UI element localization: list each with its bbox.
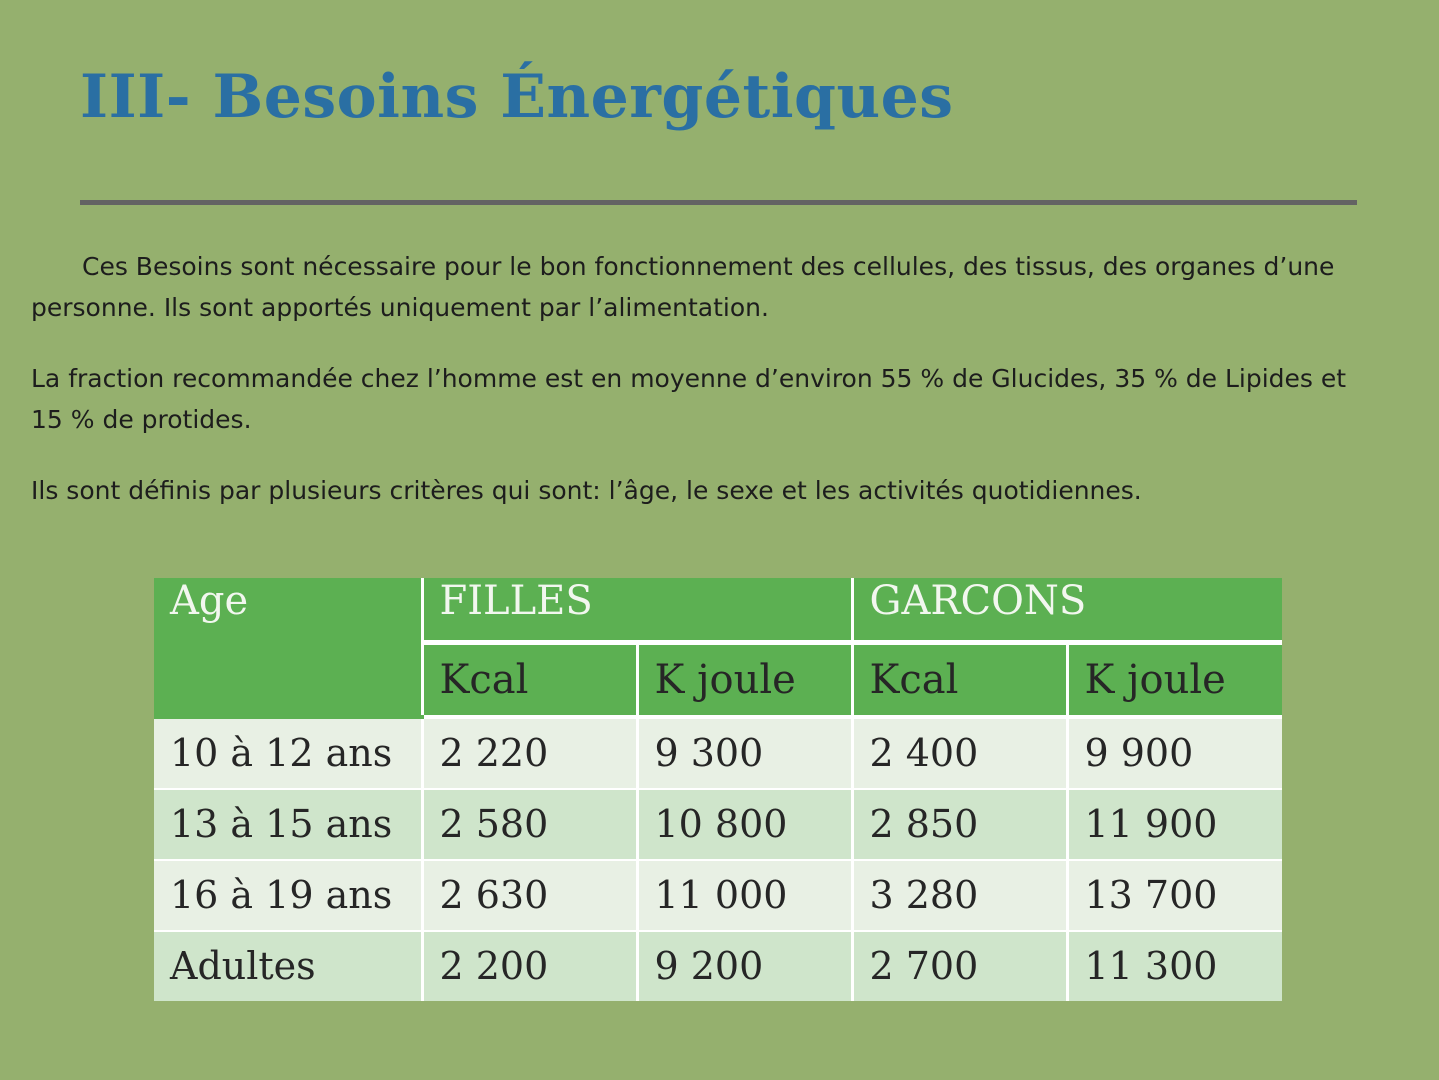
age-cell: 10 à 12 ans: [154, 717, 422, 789]
value-cell: 11 300: [1067, 931, 1282, 1001]
value-cell: 9 300: [637, 717, 852, 789]
girls-kcal-header: Kcal: [422, 642, 637, 717]
value-cell: 2 400: [852, 717, 1067, 789]
age-cell: 16 à 19 ans: [154, 860, 422, 931]
value-cell: 2 200: [422, 931, 637, 1001]
value-cell: 3 280: [852, 860, 1067, 931]
value-cell: 10 800: [637, 789, 852, 860]
energy-needs-table: [154, 578, 1282, 1001]
value-cell: 11 900: [1067, 789, 1282, 860]
boys-kcal-header: Kcal: [852, 642, 1067, 717]
table-row: [154, 931, 1282, 1001]
table-row: [154, 789, 1282, 860]
value-cell: 2 700: [852, 931, 1067, 1001]
table-row: [154, 860, 1282, 931]
girls-kjoule-header: K joule: [637, 642, 852, 717]
page-title: III- Besoins Énergétiques: [80, 62, 954, 132]
girls-header: FILLES: [422, 578, 852, 642]
value-cell: 2 630: [422, 860, 637, 931]
criteria-paragraph: Ils sont définis par plusieurs critères qui sont: l’âge, le sexe et les activités quotidiennes.: [31, 476, 1142, 505]
age-cell: 13 à 15 ans: [154, 789, 422, 860]
value-cell: 11 000: [637, 860, 852, 931]
boys-header: GARCONS: [852, 578, 1282, 642]
title-divider: [80, 200, 1357, 205]
table-header-row: [154, 578, 1282, 642]
value-cell: 2 580: [422, 789, 637, 860]
age-header: Age: [154, 578, 422, 717]
table-row: [154, 717, 1282, 789]
age-cell: Adultes: [154, 931, 422, 1001]
value-cell: 2 850: [852, 789, 1067, 860]
boys-kjoule-header: K joule: [1067, 642, 1282, 717]
intro-paragraph: Ces Besoins sont nécessaire pour le bon fonctionnement des cellules, des tissus, des organes d’une personne. Ils sont apportés uniquement par l’alimentation.: [31, 252, 1335, 322]
value-cell: 9 900: [1067, 717, 1282, 789]
value-cell: 2 220: [422, 717, 637, 789]
value-cell: 9 200: [637, 931, 852, 1001]
value-cell: 13 700: [1067, 860, 1282, 931]
macronutrient-paragraph: La fraction recommandée chez l’homme est en moyenne d’environ 55 % de Glucides, 35 % de Lipides et 15 % de protides.: [31, 364, 1347, 434]
